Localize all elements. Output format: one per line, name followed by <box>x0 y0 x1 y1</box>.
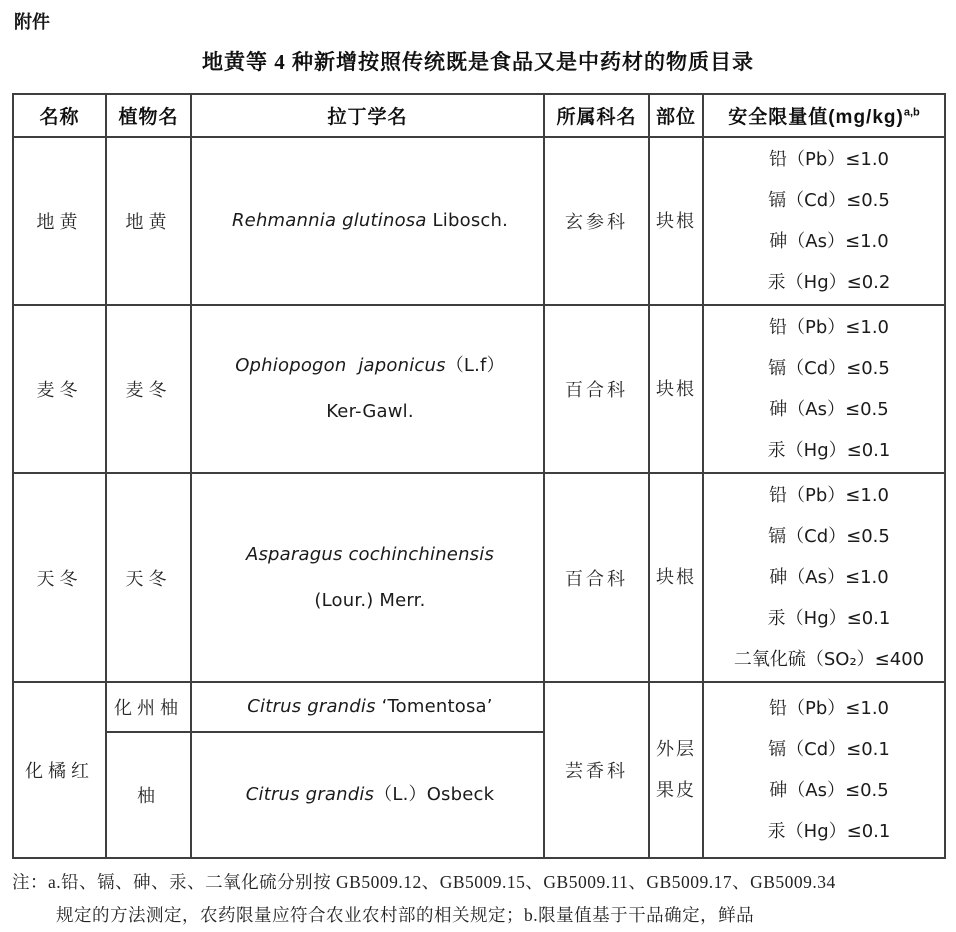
limits-cell <box>703 305 945 473</box>
col-header-name: 名称 <box>13 94 106 137</box>
plant-cell: 地黄 <box>106 137 191 305</box>
footnote-line2: 规定的方法测定，农药限量应符合农业农村部的相关规定；b.限量值基于干品确定，鲜品 <box>56 904 755 925</box>
limit-line: 铅（Pb）≤1.0 <box>769 149 889 170</box>
name-cell: 天冬 <box>13 473 106 682</box>
latin-author: ‘Tomentosa’ <box>375 696 493 717</box>
limit-line: 汞（Hg）≤0.1 <box>767 440 891 461</box>
family-cell: 芸香科 <box>544 682 649 858</box>
latin-italic: Asparagus cochinchinensis <box>245 543 495 565</box>
limits-cell <box>703 682 945 858</box>
limit-line: 二氧化硫（SO₂）≤400 <box>733 649 925 670</box>
latin-author: （L.）Osbeck <box>374 783 495 805</box>
latin-italic: Rehmannia glutinosa <box>231 210 427 232</box>
document-title: 地黄等 4 种新增按照传统既是食品又是中药材的物质目录 <box>202 50 754 74</box>
table-row-huajuhong-sub1 <box>13 682 945 732</box>
limit-line: 砷（As）≤0.5 <box>769 779 889 801</box>
table-header-row <box>13 94 945 137</box>
footnote-line1 <box>12 866 944 899</box>
part-cell: 块根 <box>649 137 703 305</box>
limit-line: 汞（Hg）≤0.2 <box>767 272 891 293</box>
table-row-tiandong <box>13 473 945 682</box>
plant-cell: 天冬 <box>106 473 191 682</box>
limit-line: 铅（Pb）≤1.0 <box>769 317 889 338</box>
col-header-latin: 拉丁学名 <box>191 94 544 137</box>
col-header-family: 所属科名 <box>544 94 649 137</box>
table-row-dihuang <box>13 137 945 305</box>
col-header-plant: 植物名 <box>106 94 191 137</box>
latin-name-cell <box>191 732 544 858</box>
plant-cell: 麦冬 <box>106 305 191 473</box>
plant-cell: 化州柚 <box>106 682 191 732</box>
limit-line: 镉（Cd）≤0.1 <box>768 738 890 760</box>
latin-name-cell <box>191 473 544 682</box>
footnote <box>12 866 944 932</box>
limit-superscript: a,b <box>903 106 920 119</box>
col-header-limit-text: 安全限量值(mg/kg) <box>728 107 904 128</box>
family-cell: 玄参科 <box>544 137 649 305</box>
limit-line: 砷（As）≤1.0 <box>769 231 889 252</box>
table-row-maidong <box>13 305 945 473</box>
limit-line: 铅（Pb）≤1.0 <box>769 485 889 506</box>
name-cell: 地黄 <box>13 137 106 305</box>
latin-line2: (Lour.) Merr. <box>314 589 426 611</box>
part-cell: 块根 <box>649 473 703 682</box>
latin-line2: Ker-Gawl. <box>326 401 414 422</box>
latin-author: （L.f） <box>445 355 505 377</box>
latin-author: Libosch. <box>426 210 509 232</box>
col-header-part: 部位 <box>649 94 703 137</box>
substance-table <box>12 93 946 859</box>
limit-line: 砷（As）≤1.0 <box>769 567 889 588</box>
limit-line: 汞（Hg）≤0.1 <box>767 608 891 629</box>
limit-line: 汞（Hg）≤0.1 <box>767 820 891 842</box>
limit-line: 镉（Cd）≤0.5 <box>768 526 890 547</box>
latin-italic: Ophiopogon japonicus <box>235 355 446 377</box>
limit-line: 铅（Pb）≤1.0 <box>769 697 889 719</box>
part-cell: 外层果皮 <box>649 682 703 858</box>
latin-italic: Citrus grandis <box>247 696 376 717</box>
footnote-prefix: 注： <box>12 871 48 892</box>
name-cell: 麦冬 <box>13 305 106 473</box>
limits-cell <box>703 137 945 305</box>
latin-italic: Citrus grandis <box>245 783 375 805</box>
attachment-label: 附件 <box>14 12 50 32</box>
name-cell: 化橘红 <box>13 682 106 858</box>
latin-name-cell <box>191 305 544 473</box>
limits-cell <box>703 473 945 682</box>
family-cell: 百合科 <box>544 473 649 682</box>
latin-name-cell <box>191 682 544 732</box>
limit-line: 镉（Cd）≤0.5 <box>768 190 890 211</box>
col-header-limit <box>703 94 945 137</box>
part-cell: 块根 <box>649 305 703 473</box>
family-cell: 百合科 <box>544 305 649 473</box>
latin-name-cell <box>191 137 544 305</box>
plant-cell: 柚 <box>106 732 191 858</box>
footnote-text1: a.铅、镉、砷、汞、二氧化硫分别按 GB5009.12、GB5009.15、GB5009.11、GB5009.17、GB5009.34 <box>48 871 836 892</box>
limit-line: 砷（As）≤0.5 <box>769 399 889 420</box>
limit-line: 镉（Cd）≤0.5 <box>768 358 890 379</box>
